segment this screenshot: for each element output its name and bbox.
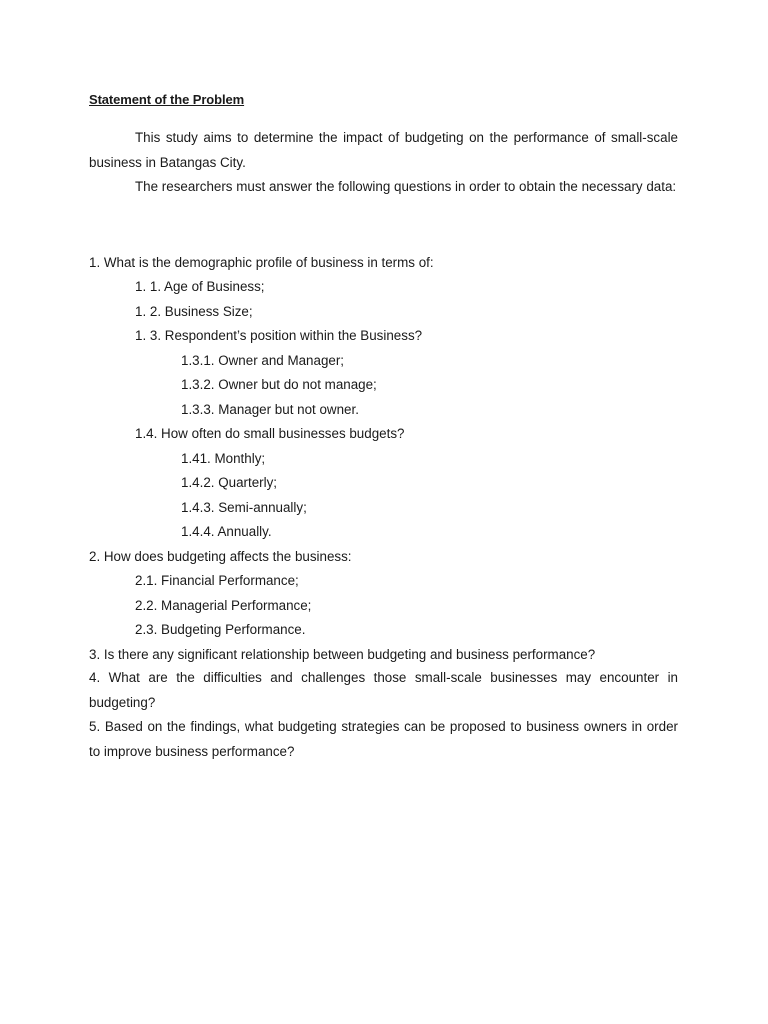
question-1-4-4: 1.4.4. Annually. [181,524,272,539]
question-3: 3. Is there any significant relationship between budgeting and business performance? [89,647,596,662]
question-1-3-1: 1.3.1. Owner and Manager; [181,353,345,368]
question-1-4-2: 1.4.2. Quarterly; [181,475,278,490]
question-1-1: 1. 1. Age of Business; [135,279,265,294]
instruction-paragraph: The researchers must answer the following questions in order to obtain the necessary data: [135,179,677,194]
question-2-3: 2.3. Budgeting Performance. [135,622,306,637]
question-2: 2. How does budgeting affects the business: [89,549,352,564]
section-heading: Statement of the Problem [89,92,245,107]
question-1-3-2: 1.3.2. Owner but do not manage; [181,377,377,392]
question-4: 4. What are the difficulties and challenges those small-scale businesses may encounter in budgeting? [89,670,678,710]
question-1-4: 1.4. How often do small businesses budgets? [135,426,405,441]
question-1-4-3: 1.4.3. Semi-annually; [181,500,307,515]
question-5: 5. Based on the findings, what budgeting strategies can be proposed to business owners in order to improve business performance? [89,719,678,759]
question-1-2: 1. 2. Business Size; [135,304,253,319]
question-2-1: 2.1. Financial Performance; [135,573,299,588]
question-1-4-1: 1.41. Monthly; [181,451,266,466]
question-2-2: 2.2. Managerial Performance; [135,598,312,613]
intro-paragraph: This study aims to determine the impact of budgeting on the performance of small-scale business in Batangas City. [89,130,678,170]
question-1-3-3: 1.3.3. Manager but not owner. [181,402,359,417]
question-1-3: 1. 3. Respondent’s position within the Business? [135,328,423,343]
question-1: 1. What is the demographic profile of business in terms of: [89,255,434,270]
